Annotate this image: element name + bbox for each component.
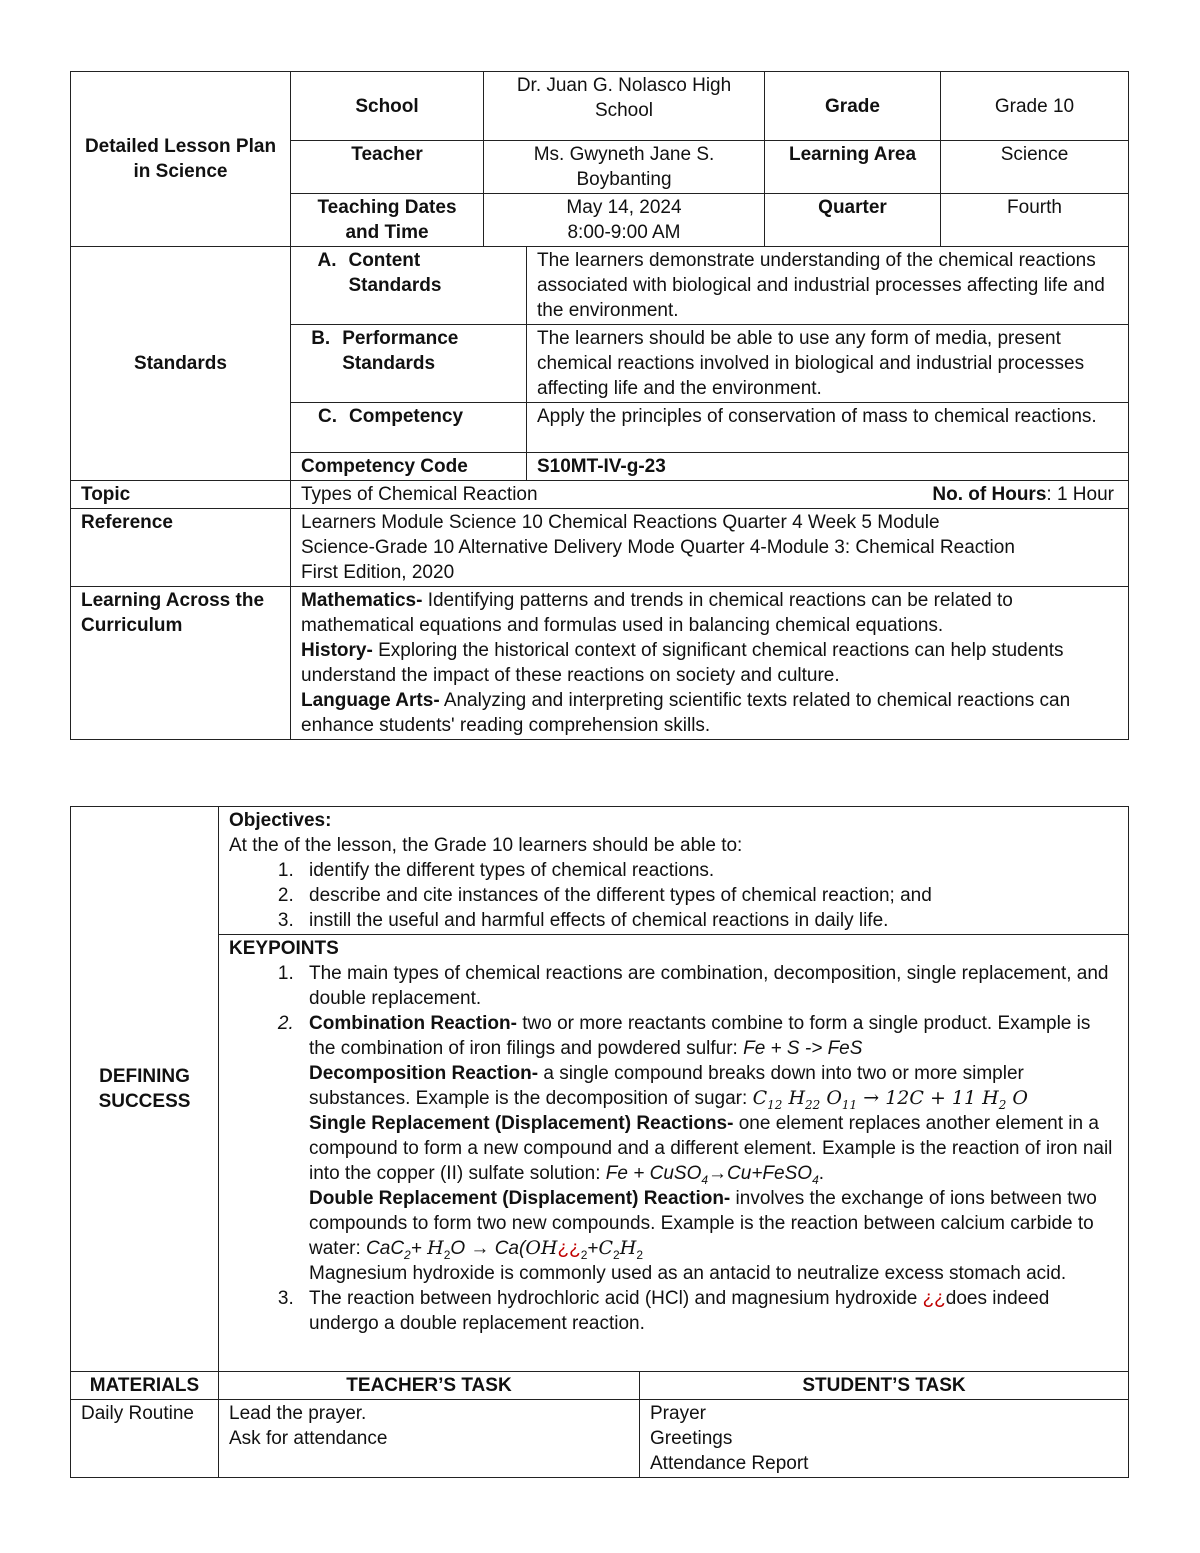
learning-across-label: Learning Across the Curriculum: [71, 587, 291, 740]
keypoint-item: 1. The main types of chemical reactions are combination, decomposition, single replacement, and double replacement.: [299, 961, 1118, 1011]
decomposition-text: Decomposition Reaction- a single compound breaks down into two or more simpler substances. Example is the decomposition of sugar: $C_{12}$ $H_{22}$ $O_{11} \to 12C + 11$ $H_2$ O: [309, 1063, 1028, 1112]
keypoint-item: 3. The reaction between hydrochloric acid (HCl) and magnesium hydroxide ¿¿does indeed undergo a double replacement reaction.: [299, 1286, 1118, 1336]
hours-label: No. of Hours: [932, 484, 1047, 505]
grade-value: Grade 10: [941, 72, 1129, 141]
objectives-intro: At the of the lesson, the Grade 10 learners should be able to:: [229, 835, 743, 856]
teacher-task-header: TEACHER’S TASK: [219, 1372, 640, 1400]
learning-across-value: Mathematics- Identifying patterns and trends in chemical reactions can be related to mathematical equations and formulas used in balancing chemical equations. History- Exploring the historical context of significant chemical reactions can help students understand the impact of these reactions on society and culture. Language Arts- Analyzing and interpreting scientific texts related to chemical reactions can enhance students' reading comprehension skills.: [291, 587, 1129, 740]
performance-standards-value: The learners should be able to use any form of media, present chemical reactions involved in biological and industrial processes affecting life and the environment.: [527, 325, 1129, 403]
performance-standards-label: B. Performance Standards: [291, 325, 527, 403]
single-replacement-text: Single Replacement (Displacement) Reactions- one element replaces another element in a compound to form a new compound and a different element. Example is the reaction of iron nail into the copper (II) sulfate solution: Fe + CuSO$_4$→Cu+FeSO$_4$.: [309, 1113, 1113, 1187]
topic-value: Types of Chemical Reaction No. of Hours: 1 Hour: [291, 481, 1129, 509]
standards-label: Standards: [71, 247, 291, 481]
date: May 14, 2024: [566, 197, 682, 218]
content-standards-label: A. Content Standards: [291, 247, 527, 325]
reference-label: Reference: [71, 509, 291, 587]
competency-code-label: Competency Code: [291, 453, 527, 481]
magnesium-note: Magnesium hydroxide is commonly used as an antacid to neutralize excess stomach acid.: [309, 1263, 1067, 1284]
student-task-header: STUDENT’S TASK: [640, 1372, 1129, 1400]
lesson-header-table: [70, 71, 1129, 740]
time: 8:00-9:00 AM: [567, 222, 681, 243]
school-label: School: [291, 72, 484, 141]
competency-label: C. Competency: [291, 403, 527, 453]
teacher-task-cell: Lead the prayer. Ask for attendance: [219, 1400, 640, 1478]
teacher-label: Teacher: [291, 141, 484, 194]
student-task-cell: Prayer Greetings Attendance Report: [640, 1400, 1129, 1478]
quarter-value: Fourth: [941, 194, 1129, 247]
document-title: Detailed Lesson Plan in Science: [71, 72, 291, 247]
iron-copper-equation: Fe + CuSO$_4$→Cu+FeSO$_4$: [605, 1163, 819, 1187]
learning-area-label: Learning Area: [765, 141, 941, 194]
keypoints-title: KEYPOINTS: [229, 938, 339, 959]
quarter-label: Quarter: [765, 194, 941, 247]
grade-label: Grade: [765, 72, 941, 141]
school-value: Dr. Juan G. Nolasco High School: [484, 72, 765, 141]
double-replacement-text: Double Replacement (Displacement) Reaction- involves the exchange of ions between two compounds to form two new compounds. Example is the reaction between calcium carbide to water: $CaC_2+ H_2O$ → $Ca(OH¿¿_2+C_2H_2$: [309, 1188, 1097, 1262]
carbide-equation: $CaC_2+ H_2O$ → $Ca(OH¿¿_2+C_2H_2$: [366, 1237, 643, 1262]
sugar-equation: $C_{12}$ $H_{22}$ $O_{11} \to 12C + 11$ $H_2$ O: [752, 1087, 1028, 1112]
topic-label: Topic: [71, 481, 291, 509]
teacher-value: Ms. Gwyneth Jane S. Boybanting: [484, 141, 765, 194]
keypoints-section: [219, 935, 1129, 1372]
competency-value: Apply the principles of conservation of mass to chemical reactions.: [527, 403, 1129, 453]
objective-item: 1. identify the different types of chemical reactions.: [299, 858, 1118, 883]
keypoint-item: 2. Combination Reaction- two or more reactants combine to form a single product. Example is the combination of iron filings and powdered sulfur: Fe + S -> FeS: [299, 1011, 1118, 1061]
combination-equation: Fe + S -> FeS: [743, 1038, 863, 1059]
reference-value: Learners Module Science 10 Chemical Reactions Quarter 4 Week 5 Module Science-Grade 10 Alternative Delivery Mode Quarter 4-Module 3: Chemical Reaction First Edition, 2020: [291, 509, 1129, 587]
objective-item: 2. describe and cite instances of the different types of chemical reaction; and: [299, 883, 1118, 908]
teaching-dates-label: Teaching Dates and Time: [291, 194, 484, 247]
objectives-section: [219, 807, 1129, 935]
teaching-dates-value: [484, 194, 765, 247]
materials-header: MATERIALS: [71, 1372, 219, 1400]
hours-value: : 1 Hour: [1046, 484, 1114, 505]
learning-area-value: Science: [941, 141, 1129, 194]
objective-item: 3. instill the useful and harmful effects of chemical reactions in daily life.: [299, 908, 1118, 933]
lesson-body-table: [70, 806, 1129, 1478]
content-standards-value: The learners demonstrate understanding of the chemical reactions associated with biological and industrial processes affecting life and the environment.: [527, 247, 1129, 325]
defining-success-label: DEFINING SUCCESS: [71, 807, 219, 1372]
material-cell: Daily Routine: [71, 1400, 219, 1478]
objectives-title: Objectives:: [229, 810, 332, 831]
competency-code-value: S10MT-IV-g-23: [527, 453, 1129, 481]
